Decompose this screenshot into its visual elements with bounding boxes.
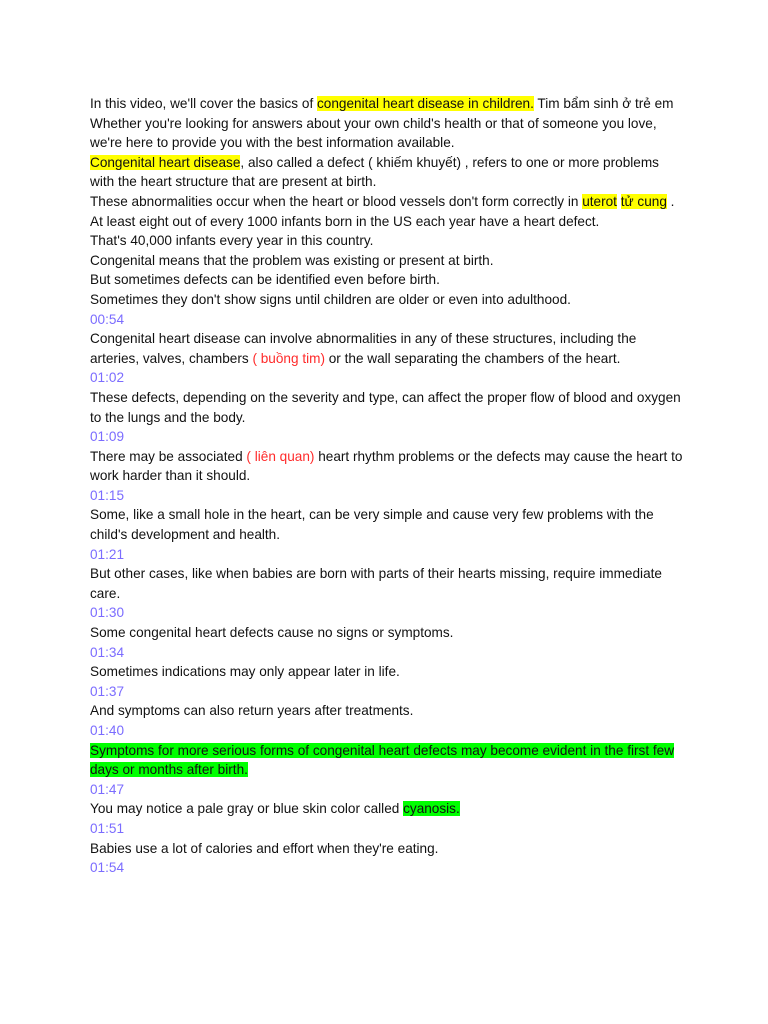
text-run: heart rhythm problems or the defects may cause the heart to work harder than it should.	[90, 448, 683, 484]
transcript-line	[90, 94, 686, 114]
highlighted-sentence: Symptoms for more serious forms of congenital heart defects may become evident in the first few days or months after birth.	[90, 742, 675, 778]
transcript-line: At least eight out of every 1000 infants born in the US each year have a heart defect.	[90, 213, 600, 229]
transcript-line: And symptoms can also return years after treatments.	[90, 703, 414, 719]
vietnamese-translation: ( buồng tim)	[252, 350, 325, 366]
vietnamese-translation: Tim bẩm sinh ở trẻ em	[533, 96, 674, 111]
transcript-line	[90, 447, 686, 486]
highlighted-phrase: Congenital heart disease	[90, 154, 241, 170]
highlighted-phrase: uterot	[582, 193, 617, 209]
timestamp: 01:30	[90, 605, 125, 621]
timestamp: 01:37	[90, 683, 125, 699]
timestamp: 01:47	[90, 781, 125, 797]
vietnamese-translation: ( liên quan)	[246, 448, 315, 464]
transcript-line	[90, 329, 686, 368]
transcript-line	[90, 741, 686, 780]
transcript-line: That's 40,000 infants every year in this country.	[90, 233, 374, 249]
transcript-document	[90, 94, 686, 878]
transcript-line: Some congenital heart defects cause no signs or symptoms.	[90, 625, 454, 641]
transcript-line	[90, 799, 686, 819]
highlighted-phrase: congenital heart disease in children.	[317, 96, 534, 111]
transcript-line: Congenital means that the problem was existing or present at birth.	[90, 252, 494, 268]
transcript-line	[90, 153, 686, 192]
transcript-line: But other cases, like when babies are born with parts of their hearts missing, require immediate care.	[90, 566, 662, 601]
text-run: .	[666, 193, 675, 209]
transcript-line: Babies use a lot of calories and effort when they're eating.	[90, 840, 439, 856]
transcript-line: But sometimes defects can be identified even before birth.	[90, 272, 440, 288]
transcript-line: Whether you're looking for answers about your own child's health or that of someone you love, we're here to provide you with the best information available.	[90, 115, 657, 151]
highlighted-phrase: cyanosis.	[403, 801, 460, 817]
timestamp: 01:40	[90, 723, 125, 738]
timestamp: 01:54	[90, 860, 125, 876]
text-run: , also called a defect ( khiếm khuyết) , refers to one or more problems with the heart structure that are present at birth.	[90, 154, 659, 190]
transcript-line	[90, 192, 686, 212]
transcript-line: Sometimes indications may only appear later in life.	[90, 664, 400, 680]
text-run: Congenital heart disease can involve abnormalities in any of these structures, including the arteries, valves, chambers	[90, 331, 637, 366]
transcript-line: These defects, depending on the severity and type, can affect the proper flow of blood and oxygen to the lungs and the body.	[90, 389, 681, 425]
text-run: There may be associated	[90, 448, 247, 464]
transcript-line: Sometimes they don't show signs until children are older or even into adulthood.	[90, 291, 571, 307]
text-run: You may notice a pale gray or blue skin color called	[90, 801, 404, 817]
timestamp: 01:21	[90, 546, 125, 562]
timestamp: 01:51	[90, 820, 125, 836]
text-run: In this video, we'll cover the basics of	[90, 96, 317, 111]
text-run: or the wall separating the chambers of the heart.	[324, 350, 621, 366]
timestamp: 01:34	[90, 644, 125, 660]
transcript-line: Some, like a small hole in the heart, can be very simple and cause very few problems with the child's development and health.	[90, 507, 654, 543]
text-run: These abnormalities occur when the heart or blood vessels don't form correctly in	[90, 193, 583, 209]
timestamp: 01:09	[90, 429, 125, 445]
timestamp: 01:15	[90, 487, 125, 503]
highlighted-phrase: tử cung	[620, 193, 667, 209]
timestamp: 00:54	[90, 311, 125, 327]
timestamp: 01:02	[90, 370, 125, 386]
